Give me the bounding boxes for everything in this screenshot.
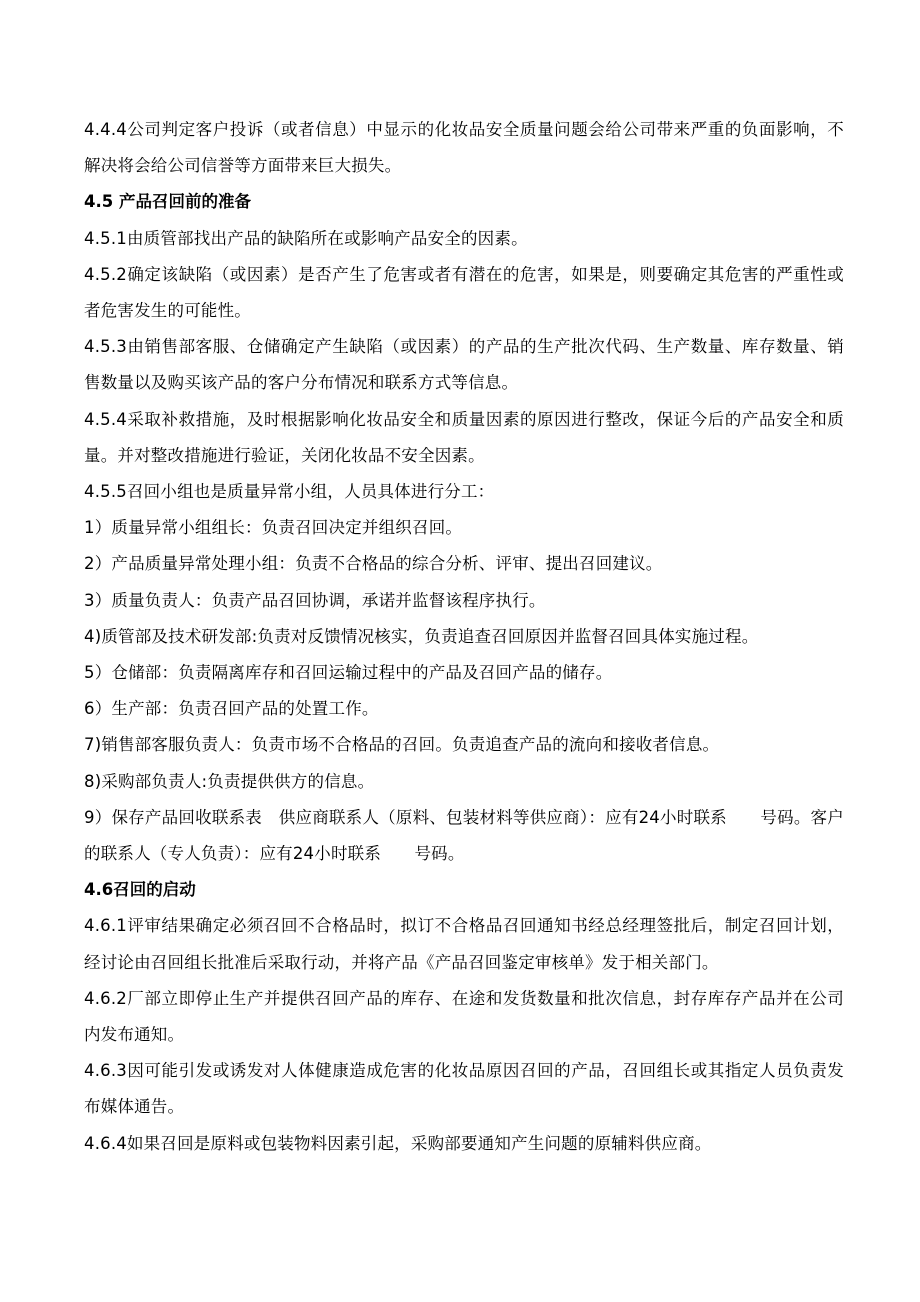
- paragraph-4-6-2: 4.6.2厂部立即停止生产并提供召回产品的库存、在途和发货数量和批次信息，封存库存产品并在公司内发布通知。: [84, 988, 844, 1045]
- paragraph-4-6-4: 4.6.4如果召回是原料或包装物料因素引起，采购部要通知产生问题的原辅料供应商。: [84, 1133, 712, 1153]
- list-item-9: 9）保存产品回收联系表 供应商联系人（原料、包装材料等供应商）：应有24小时联系 号码。客户的联系人（专人负责）：应有24小时联系 号码。: [84, 807, 844, 864]
- paragraph-4-6-3: 4.6.3因可能引发或诱发对人体健康造成危害的化妆品原因召回的产品，召回组长或其指定人员负责发布媒体通告。: [84, 1061, 844, 1117]
- paragraph-4-5-2: 4.5.2确定该缺陷（或因素）是否产生了危害或者有潜在的危害，如果是，则要确定其危害的严重性或者危害发生的可能性。: [84, 264, 844, 321]
- list-item-7: 7)销售部客服负责人：负责市场不合格品的召回。负责追查产品的流向和接收者信息。: [84, 735, 720, 755]
- list-item-6: 6）生产部：负责召回产品的处置工作。: [84, 699, 379, 719]
- paragraph-4-5-5: 4.5.5召回小组也是质量异常小组，人员具体进行分工：: [84, 482, 495, 502]
- list-item-2: 2）产品质量异常处理小组：负责不合格品的综合分析、评审、提出召回建议。: [84, 554, 663, 574]
- paragraph-4-5-4: 4.5.4采取补救措施，及时根据影响化妆品安全和质量因素的原因进行整改，保证今后的产品安全和质量。并对整改措施进行验证，关闭化妆品不安全因素。: [84, 409, 844, 465]
- section-heading-4-5: 4.5 产品召回前的准备: [84, 192, 251, 212]
- document-page: [84, 112, 844, 1162]
- section-heading-4-6: 4.6召回的启动: [84, 880, 196, 900]
- paragraph-4-6-1: 4.6.1评审结果确定必须召回不合格品时，拟订不合格品召回通知书经总经理签批后，制定召回计划，经讨论由召回组长批准后采取行动，并将产品《产品召回鉴定审核单》发于相关部门。: [84, 916, 844, 972]
- paragraph-4-4-4: 4.4.4公司判定客户投诉（或者信息）中显示的化妆品安全质量问题会给公司带来严重的负面影响，不解决将会给公司信誉等方面带来巨大损失。: [84, 120, 844, 176]
- list-item-3: 3）质量负责人：负责产品召回协调，承诺并监督该程序执行。: [84, 590, 546, 610]
- paragraph-4-5-3: 4.5.3由销售部客服、仓储确定产生缺陷（或因素）的产品的生产批次代码、生产数量、库存数量、销售数量以及购买该产品的客户分布情况和联系方式等信息。: [84, 337, 844, 393]
- list-item-4: 4)质管部及技术研发部:负责对反馈情况核实，负责追查召回原因并监督召回具体实施过程。: [84, 626, 759, 646]
- list-item-1: 1）质量异常小组组长：负责召回决定并组织召回。: [84, 518, 463, 538]
- list-item-8: 8)采购部负责人:负责提供供方的信息。: [84, 771, 375, 791]
- paragraph-4-5-1: 4.5.1由质管部找出产品的缺陷所在或影响产品安全的因素。: [84, 228, 528, 248]
- list-item-5: 5）仓储部：负责隔离库存和召回运输过程中的产品及召回产品的储存。: [84, 663, 613, 683]
